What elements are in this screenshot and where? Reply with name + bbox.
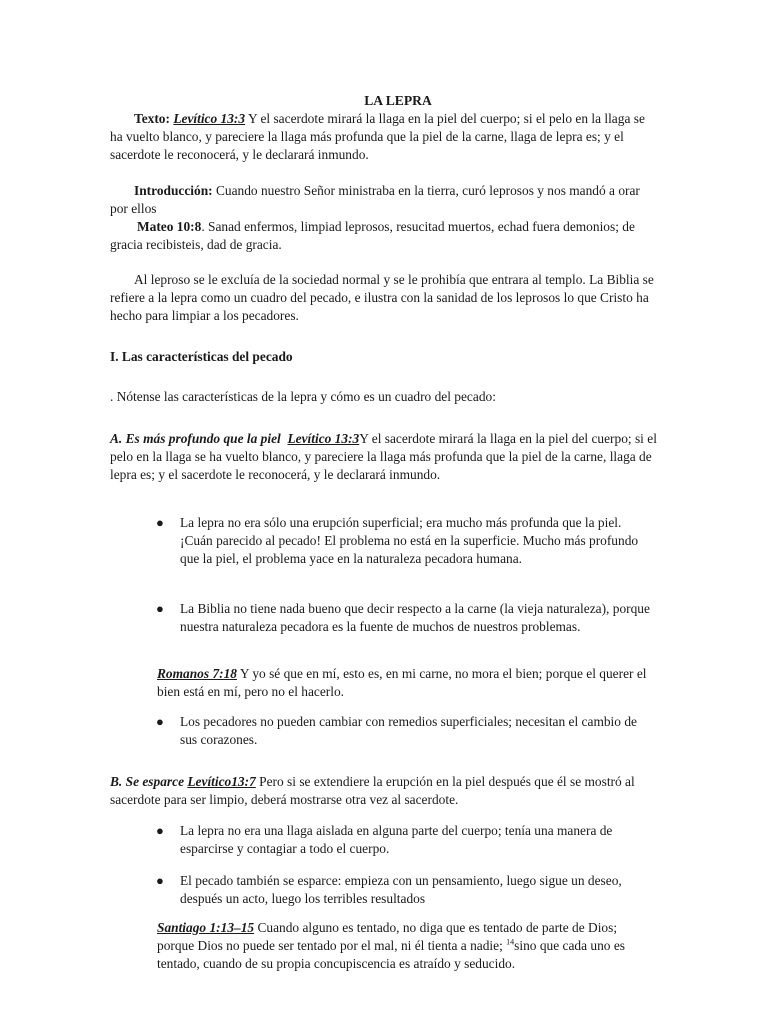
point-b-heading: B. Se esparce — [110, 774, 185, 789]
bullet-text: La Biblia no tiene nada bueno que decir respecto a la carne (la vieja naturaleza), porque nuestra naturaleza pecadora es la fuente de muchos de nuestros problemas. — [180, 601, 650, 634]
mateo-body: . Sanad enfermos, limpiad leprosos, resucitad muertos, echad fuera demonios; de gracia recibisteis, dad de gracia. — [110, 219, 635, 252]
leproso-paragraph: Al leproso se le excluía de la sociedad normal y se le prohibía que entrara al templo. La Biblia se refiere a la lepra como un cuadro del pecado, e ilustra con la sanidad de los leprosos lo que Cristo ha hecho para limpiar a los pecadores. — [110, 272, 654, 323]
santiago-reference: Santiago 1:13–15 — [157, 920, 255, 935]
bullet-icon: ● — [156, 714, 164, 729]
romanos-quote — [157, 665, 657, 701]
introduccion-paragraph — [110, 182, 660, 218]
point-b-paragraph — [110, 773, 660, 809]
page-title: LA LEPRA — [364, 93, 432, 108]
romanos-reference: Romanos 7:18 — [157, 666, 237, 681]
introduccion-label: Introducción: — [134, 183, 213, 198]
texto-label: Texto: — [134, 111, 170, 126]
texto-paragraph — [110, 110, 660, 164]
bullet-list-b1 — [156, 822, 654, 858]
verse-number: 14 — [506, 937, 515, 947]
list-item — [156, 822, 654, 858]
santiago-body-part1: Cuando alguno es tentado, no diga que es tentado de parte de Dios; porque Dios no puede ser tentado por el mal, ni él tienta a nadie; — [157, 920, 618, 953]
list-item — [156, 514, 654, 568]
bullet-text: La lepra no era sólo una erupción superficial; era mucho más profunda que la piel. ¡Cuán parecido al pecado! El problema no está en la superficie. Mucho más profundo que la piel, el problema yace en la naturaleza pecadora humana. — [180, 515, 639, 566]
mateo-paragraph — [110, 218, 660, 254]
point-a-body: Y el sacerdote mirará la llaga en la piel del cuerpo; si el pelo en la llaga se ha vuelto blanco, y pareciere la llaga más profunda que la piel de la carne, llaga de lepra es; y el sacerdote le reconocerá, y le declarará inmundo. — [110, 431, 657, 482]
point-a-paragraph — [110, 430, 660, 484]
bullet-icon: ● — [156, 823, 164, 838]
introduccion-body: Cuando nuestro Señor ministraba en la tierra, curó leprosos y nos mandó a orar por ellos — [110, 183, 640, 216]
bullet-list-b2 — [156, 872, 654, 908]
bullet-text: El pecado también se esparce: empieza con un pensamiento, luego sigue un deseo, después un acto, luego los terribles resultados — [180, 873, 622, 906]
santiago-body-part2: sino que cada uno es tentado, cuando de su propia concupiscencia es atraído y seducido. — [157, 938, 625, 971]
point-b-body: Pero si se extendiere la erupción en la piel después que él se mostró al sacerdote para ser limpio, deberá mostrarse otra vez al sacerdote. — [110, 774, 635, 807]
list-item — [156, 713, 654, 749]
point-a-reference: Levítico 13:3 — [287, 431, 360, 446]
bullet-icon: ● — [156, 873, 164, 888]
section-intro: . Nótense las características de la lepra y cómo es un cuadro del pecado: — [110, 389, 496, 404]
mateo-reference: Mateo 10:8 — [137, 219, 202, 234]
list-item — [156, 872, 654, 908]
bullet-icon: ● — [156, 515, 164, 530]
bullet-icon: ● — [156, 601, 164, 616]
bullet-text: La lepra no era una llaga aislada en alguna parte del cuerpo; tenía una manera de esparcirse y contagiar a todo el cuerpo. — [180, 823, 613, 856]
point-b-reference: Levítico13:7 — [187, 774, 256, 789]
romanos-body: Y yo sé que en mí, esto es, en mi carne, no mora el bien; porque el querer el bien está en mí, pero no el hacerlo. — [157, 666, 647, 699]
list-item — [156, 600, 654, 636]
section-heading: I. Las características del pecado — [110, 349, 293, 364]
bullet-list-a1 — [156, 514, 654, 568]
bullet-text: Los pecadores no pueden cambiar con remedios superficiales; necesitan el cambio de sus corazones. — [180, 714, 637, 747]
santiago-quote — [157, 919, 657, 973]
texto-reference: Levítico 13:3 — [173, 111, 246, 126]
texto-body: Y el sacerdote mirará la llaga en la piel del cuerpo; si el pelo en la llaga se ha vuelto blanco, y pareciere la llaga más profunda que la piel de la carne, llaga de lepra es; y el sacerdote le reconocerá, y le declarará inmundo. — [110, 111, 645, 162]
point-a-heading: A. Es más profundo que la piel — [110, 431, 281, 446]
bullet-list-a3 — [156, 713, 654, 749]
bullet-list-a2 — [156, 600, 654, 636]
